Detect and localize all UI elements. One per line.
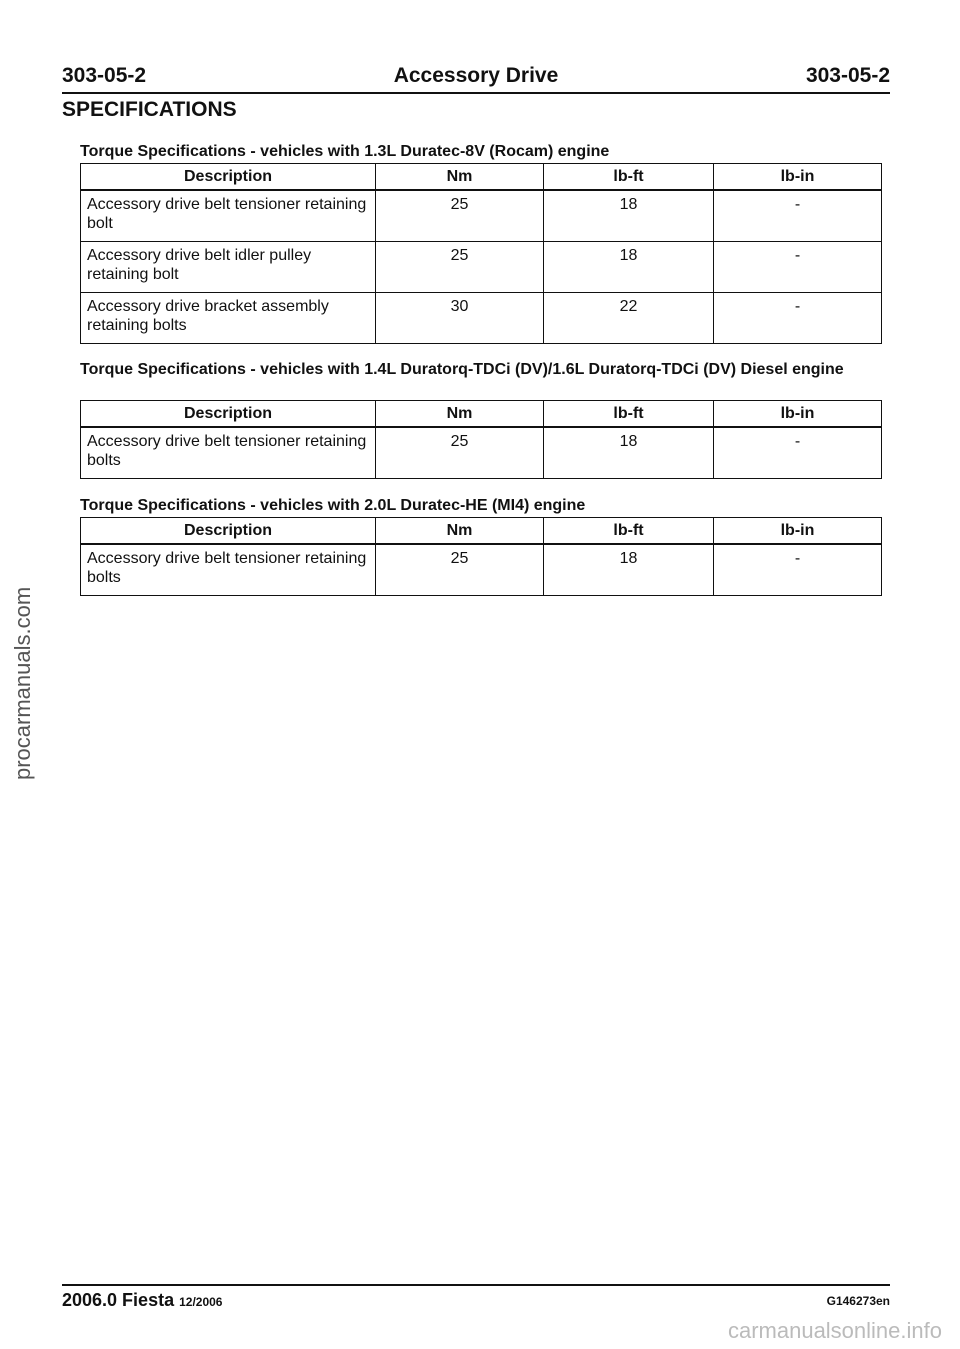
column-header-description: Description	[81, 401, 376, 428]
watermark-side: procarmanuals.com	[10, 586, 35, 780]
section-title: SPECIFICATIONS	[62, 98, 237, 121]
page-header	[62, 62, 890, 94]
table-row	[81, 190, 882, 241]
column-header-lb-in: lb-in	[714, 518, 882, 545]
table-header-row	[81, 164, 882, 191]
column-header-lb-in: lb-in	[714, 401, 882, 428]
cell-lb-ft: 22	[544, 292, 714, 343]
cell-nm: 30	[376, 292, 544, 343]
cell-nm: 25	[376, 241, 544, 292]
column-header-nm: Nm	[376, 401, 544, 428]
footer-rule	[62, 1284, 890, 1286]
table-row	[81, 241, 882, 292]
cell-description: Accessory drive belt idler pulley retaining bolt	[81, 241, 376, 292]
table-heading-rocam: Torque Specifications - vehicles with 1.3L Duratec-8V (Rocam) engine	[80, 143, 610, 160]
footer-model-name: 2006.0 Fiesta	[62, 1290, 175, 1310]
table-heading-duratec-he: Torque Specifications - vehicles with 2.0L Duratec-HE (MI4) engine	[80, 497, 586, 514]
footer-code: G146273en	[826, 1294, 890, 1308]
header-section-number-right: 303-05-2	[805, 64, 890, 87]
cell-nm: 25	[376, 190, 544, 241]
cell-nm: 25	[376, 427, 544, 478]
torque-table-duratorq	[80, 400, 882, 479]
column-header-nm: Nm	[376, 164, 544, 191]
cell-lb-in: -	[714, 544, 882, 595]
header-section-number-left: 303-05-2	[62, 64, 147, 87]
column-header-lb-in: lb-in	[714, 164, 882, 191]
column-header-lb-ft: lb-ft	[544, 518, 714, 545]
cell-description: Accessory drive bracket assembly retaining bolts	[81, 292, 376, 343]
table-row	[81, 292, 882, 343]
cell-lb-ft: 18	[544, 427, 714, 478]
cell-lb-ft: 18	[544, 241, 714, 292]
cell-description: Accessory drive belt tensioner retaining bolt	[81, 190, 376, 241]
watermark-bottom: carmanualsonline.info	[727, 1318, 942, 1343]
cell-nm: 25	[376, 544, 544, 595]
column-header-description: Description	[81, 164, 376, 191]
table-header-row	[81, 518, 882, 545]
cell-lb-in: -	[714, 292, 882, 343]
column-header-lb-ft: lb-ft	[544, 401, 714, 428]
torque-table-rocam	[80, 163, 882, 344]
column-header-nm: Nm	[376, 518, 544, 545]
cell-lb-in: -	[714, 241, 882, 292]
cell-lb-ft: 18	[544, 190, 714, 241]
cell-description: Accessory drive belt tensioner retaining bolts	[81, 427, 376, 478]
table-row	[81, 427, 882, 478]
cell-description: Accessory drive belt tensioner retaining bolts	[81, 544, 376, 595]
cell-lb-in: -	[714, 427, 882, 478]
header-title: Accessory Drive	[393, 64, 559, 87]
table-heading-duratorq: Torque Specifications - vehicles with 1.4L Duratorq-TDCi (DV)/1.6L Duratorq-TDCi (DV) Diesel engine	[80, 361, 844, 378]
cell-lb-in: -	[714, 190, 882, 241]
table-row	[81, 544, 882, 595]
footer-date: 12/2006	[179, 1295, 223, 1309]
torque-table-duratec-he	[80, 517, 882, 596]
column-header-description: Description	[81, 518, 376, 545]
column-header-lb-ft: lb-ft	[544, 164, 714, 191]
table-header-row	[81, 401, 882, 428]
footer-model	[62, 1290, 222, 1311]
cell-lb-ft: 18	[544, 544, 714, 595]
